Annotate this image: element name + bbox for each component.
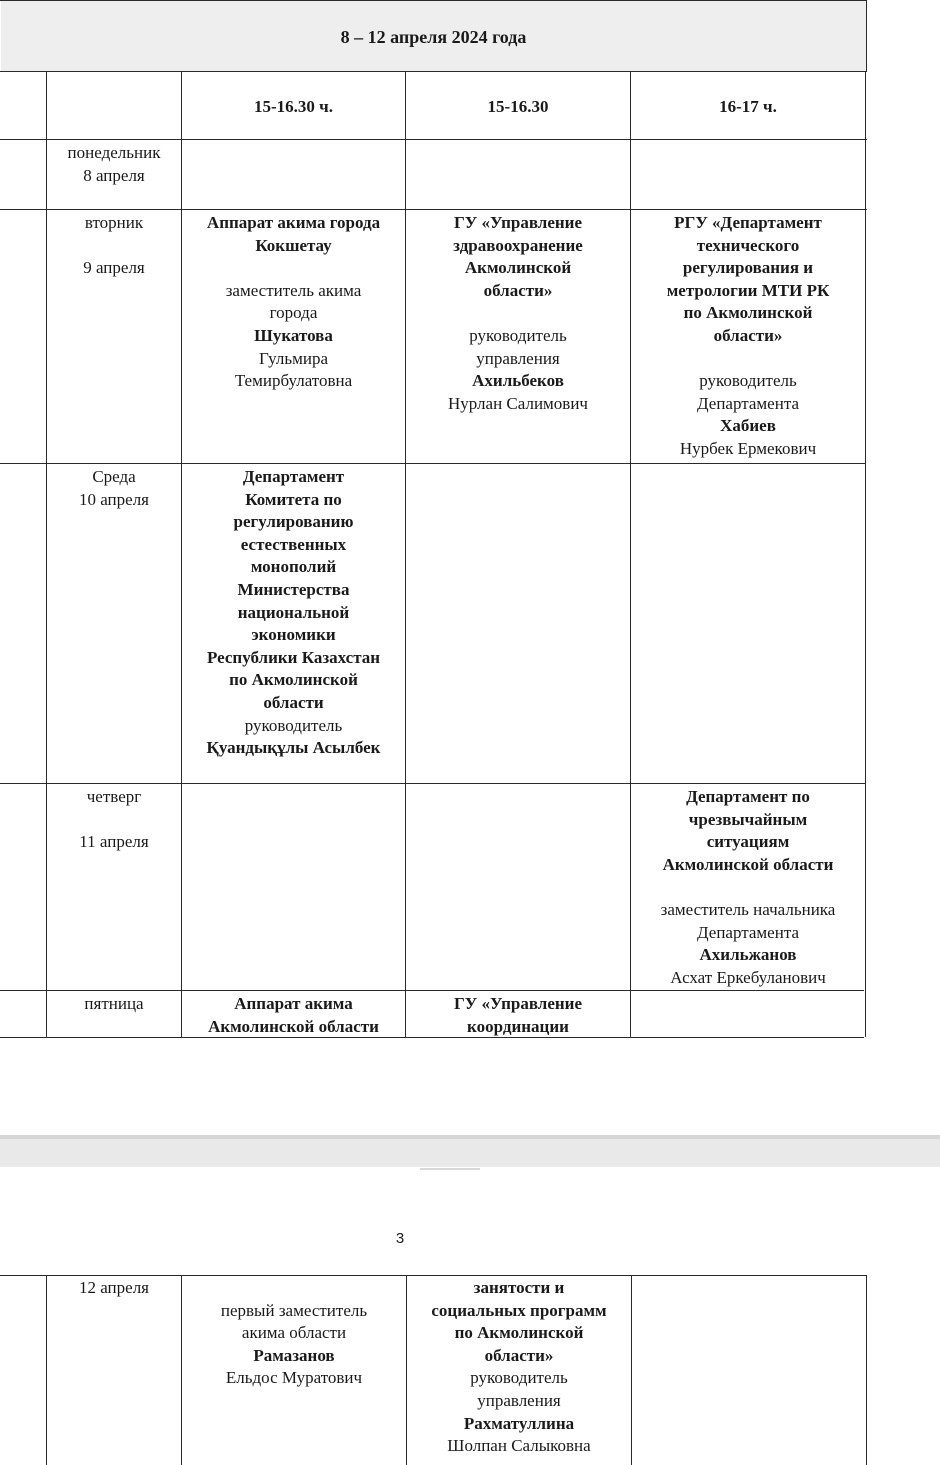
organization: естественных <box>240 534 347 554</box>
position: руководитель <box>469 325 567 345</box>
organization: регулированию <box>233 512 354 532</box>
day-name: четверг <box>86 787 142 806</box>
organization: области» <box>483 280 553 300</box>
table-border-top <box>0 0 867 1</box>
organization: здравоохранение <box>453 235 583 255</box>
day-date: 12 апреля <box>78 1278 150 1297</box>
person-surname: Шукатова <box>254 325 333 345</box>
appointment-thursday-3 <box>631 786 865 989</box>
person-surname: Рамазанов <box>253 1345 335 1365</box>
position: акима области <box>241 1323 347 1343</box>
person-surname: Ахильбеков <box>472 371 564 391</box>
row-divider <box>0 209 867 210</box>
organization: социальных программ <box>431 1300 607 1320</box>
time-header-3: 16-17 ч. <box>719 97 777 116</box>
organization: монополий <box>250 557 337 577</box>
schedule-title: 8 – 12 апреля 2024 года <box>340 27 527 47</box>
person-name: Нурбек Ермекович <box>679 438 817 458</box>
row-divider <box>0 139 867 140</box>
table-border-right <box>865 71 866 1037</box>
person-name: Қуандықұлы Асылбек <box>206 738 381 758</box>
appointment-tuesday-3 <box>631 212 865 461</box>
row-divider <box>0 463 866 464</box>
appointment-friday-2-org <box>406 993 630 1038</box>
appointment-friday-2 <box>407 1277 631 1458</box>
organization: координации <box>467 1016 569 1036</box>
day-name: вторник <box>84 213 144 232</box>
time-header-2: 15-16.30 <box>487 97 549 116</box>
position: руководитель <box>470 1368 568 1388</box>
day-tuesday <box>47 212 181 280</box>
organization: занятости и <box>473 1278 565 1297</box>
organization: чрезвычайным <box>688 809 808 829</box>
day-date: 9 апреля <box>83 258 145 278</box>
person-name: Асхат Еркебуланович <box>670 967 826 987</box>
position: заместитель акима <box>225 280 362 300</box>
organization: Комитета по <box>245 489 342 509</box>
organization: РГУ «Департамент <box>674 213 822 232</box>
organization: по Акмолинской <box>683 303 813 323</box>
day-name: Среда <box>92 467 136 486</box>
scan-mark <box>420 1168 480 1170</box>
organization: Акмолинской области <box>662 854 834 874</box>
organization: Аппарат акима города <box>206 213 381 232</box>
organization: Республики Казахстан <box>206 647 381 667</box>
page-number: 3 <box>395 1230 405 1247</box>
organization: по Акмолинской <box>454 1323 584 1343</box>
organization: области» <box>713 325 783 345</box>
person-surname: Ахильжанов <box>699 945 797 965</box>
position: первый заместитель <box>220 1300 368 1320</box>
table-border-right <box>866 1275 867 1465</box>
person-name: Ельдос Муратович <box>225 1368 363 1388</box>
position: руководитель <box>699 371 797 391</box>
table-border-top <box>0 1275 867 1276</box>
organization: Аппарат акима <box>234 994 353 1013</box>
organization: Акмолинской <box>464 258 572 278</box>
organization: Кокшетау <box>255 235 332 255</box>
person-surname: Рахматуллина <box>463 1413 575 1433</box>
day-name: понедельник <box>67 143 161 162</box>
organization: Министерства <box>237 579 350 599</box>
organization: по Акмолинской <box>229 670 358 690</box>
day-date: 11 апреля <box>79 832 149 852</box>
person-surname: Хабиев <box>720 416 776 436</box>
appointment-tuesday-2 <box>406 212 630 415</box>
day-monday <box>47 142 181 187</box>
organization: Акмолинской области <box>208 1016 379 1036</box>
position: управления <box>477 1390 561 1410</box>
day-date: 8 апреля <box>83 165 145 185</box>
organization: ситуациям <box>706 832 790 852</box>
page-gap <box>0 1135 940 1167</box>
day-thursday <box>47 786 181 854</box>
position: города <box>269 303 318 323</box>
row-divider <box>0 71 867 72</box>
day-date: 10 апреля <box>78 489 150 509</box>
person-name: Гульмира <box>258 348 329 368</box>
organization: национальной <box>237 602 350 622</box>
organization: ГУ «Управление <box>453 994 583 1013</box>
person-name: Темирбулатовна <box>234 371 353 391</box>
col-divider <box>46 1275 47 1465</box>
organization: регулирования и <box>682 258 814 278</box>
time-header-1: 15-16.30 ч. <box>254 97 333 116</box>
appointment-wednesday-1 <box>182 466 405 760</box>
organization: экономики <box>251 625 336 645</box>
organization: технического <box>696 235 800 255</box>
row-divider <box>0 990 864 991</box>
organization: области» <box>484 1345 554 1365</box>
person-name: Нурлан Салимович <box>448 393 588 413</box>
page-gap-shadow <box>0 1135 940 1139</box>
position: заместитель начальника <box>660 899 836 919</box>
organization: метрологии МТИ РК <box>666 280 830 300</box>
day-friday <box>47 993 181 1016</box>
position: руководитель <box>244 715 343 735</box>
appointment-tuesday-1 <box>182 212 405 393</box>
position: Департамента <box>696 922 800 942</box>
appointment-friday-1-org <box>182 993 405 1038</box>
position: управления <box>476 348 560 368</box>
col-divider <box>631 1275 632 1465</box>
organization: Департамент <box>242 467 345 486</box>
day-wednesday <box>47 466 181 511</box>
organization: Департамент по <box>686 787 810 806</box>
position: Департамента <box>696 393 800 413</box>
day-friday-date <box>47 1277 181 1300</box>
person-name: Шолпан Салыковна <box>447 1436 591 1456</box>
day-name: пятница <box>84 994 144 1013</box>
organization: ГУ «Управление <box>453 213 583 232</box>
organization: области <box>263 692 324 712</box>
appointment-friday-1 <box>182 1277 406 1390</box>
row-divider <box>0 783 865 784</box>
